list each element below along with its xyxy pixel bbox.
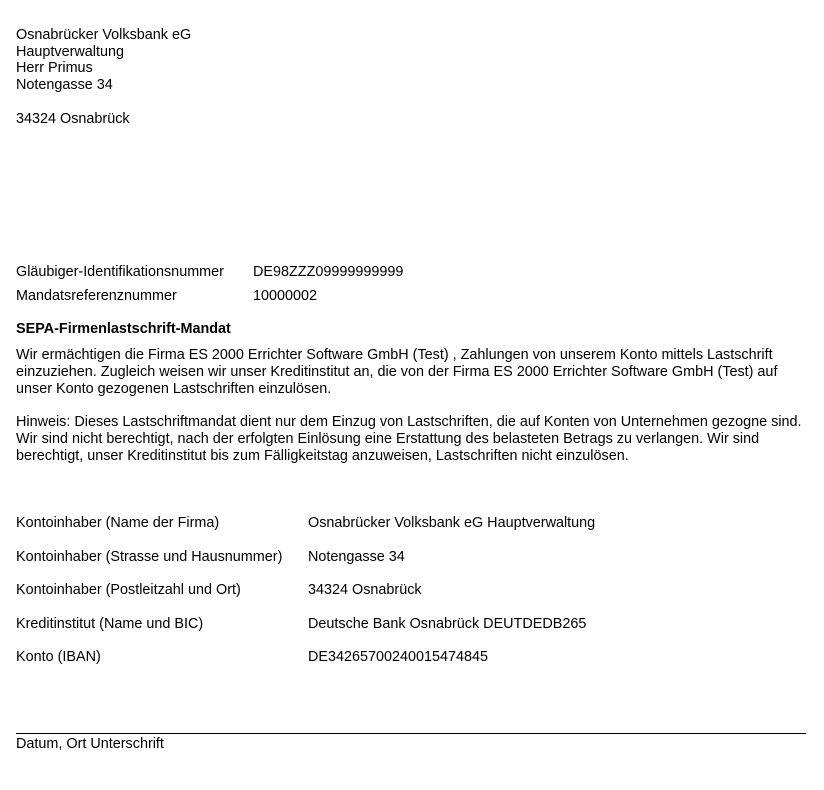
account-holder-street-value: Notengasse 34 (308, 549, 405, 565)
recipient-contact: Herr Primus (16, 60, 93, 77)
recipient-city: 34324 Osnabrück (16, 111, 130, 127)
recipient-address (16, 27, 191, 94)
iban-label: Konto (IBAN) (16, 649, 101, 665)
signature-label: Datum, Ort Unterschrift (16, 736, 164, 752)
signature-line (16, 733, 806, 734)
recipient-street: Notengasse 34 (16, 77, 113, 94)
mandate-reference-value: 10000002 (253, 288, 318, 304)
account-holder-city-value: 34324 Osnabrück (308, 582, 422, 598)
authorization-paragraph: Wir ermächtigen die Firma ES 2000 Errichter Software GmbH (Test) , Zahlungen von unserem Konto mittels Lastschrift einzuziehen. Zugleich weisen wir unser Kreditinstitut an, die von der Firma ES 2000 Errichter Software GmbH (Test) auf unser Konto gezogenen Lastschriften einzulösen. (16, 347, 778, 397)
recipient-department: Hauptverwaltung (16, 43, 124, 60)
bank-value: Deutsche Bank Osnabrück DEUTDEDB265 (308, 616, 587, 632)
account-holder-city-label: Kontoinhaber (Postleitzahl und Ort) (16, 582, 241, 598)
account-holder-name-value: Osnabrücker Volksbank eG Hauptverwaltung (308, 515, 596, 531)
account-holder-name-label: Kontoinhaber (Name der Firma) (16, 515, 220, 531)
creditor-id-value: DE98ZZZ09999999999 (253, 264, 404, 280)
account-holder-street-label: Kontoinhaber (Strasse und Hausnummer) (16, 549, 283, 565)
creditor-id-label: Gläubiger-Identifikationsnummer (16, 264, 224, 280)
note-paragraph: Hinweis: Dieses Lastschriftmandat dient nur dem Einzug von Lastschriften, die auf Konten von Unternehmen gezogne sind. Wir sind nicht berechtigt, nach der erfolgten Einlösung eine Erstattung des belasteten Betrags zu verlangen. Wir sind berechtigt, unser Kreditinstitut bis zum Fälligkeitstag anzuweisen, Lastschriften nicht einzulösen. (16, 414, 802, 464)
iban-value: DE34265700240015474845 (308, 649, 489, 665)
mandate-title: SEPA-Firmenlastschrift-Mandat (16, 321, 231, 337)
mandate-reference-label: Mandatsreferenznummer (16, 288, 177, 304)
recipient-name: Osnabrücker Volksbank eG (16, 27, 192, 43)
bank-label: Kreditinstitut (Name und BIC) (16, 616, 204, 632)
